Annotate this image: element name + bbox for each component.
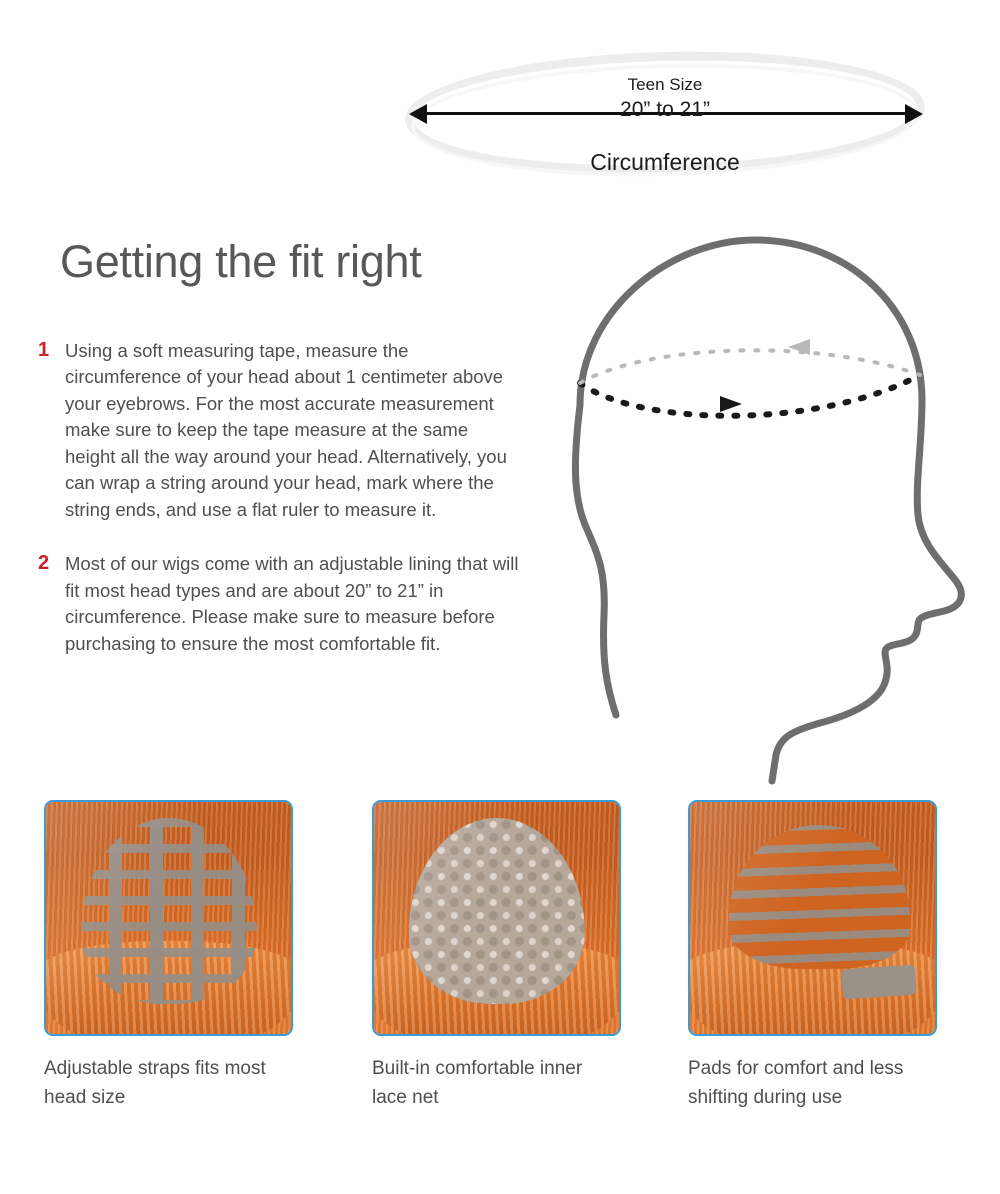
list-item	[30, 551, 520, 657]
wig-lace-net	[408, 818, 584, 1004]
wig-weft-rows	[729, 825, 910, 969]
feature-card-comfort-pads	[688, 800, 933, 1113]
wig-comfort-pad	[841, 964, 916, 999]
feature-card-inner-lace-net	[372, 800, 617, 1113]
head-outline-icon	[520, 215, 990, 785]
instruction-list	[30, 338, 520, 685]
band-size-label: Teen Size	[627, 75, 703, 94]
feature-card-row	[0, 800, 1000, 1180]
wig-cap-photo-lace	[372, 800, 621, 1036]
step-text: Using a soft measuring tape, measure the circumference of your head about 1 centimeter above your eyebrows. For the most accurate measurement make sure to keep the tape measure at the same height all the way around your head. Alternatively, you can wrap a string around your head, mark where the string ends, and use a flat ruler to measure it.	[65, 340, 507, 520]
band-size-range: 20” to 21”	[620, 98, 710, 122]
card-caption: Pads for comfort and less shifting during use	[688, 1058, 904, 1109]
step-number: 2	[38, 552, 50, 575]
step-text: Most of our wigs come with an adjustable lining that will fit most head types and are about 20” to 21” in circumference. Please make sure to measure before purchasing to ensure the most comfortable fit.	[65, 553, 519, 654]
teen-size-band-diagram	[405, 52, 925, 182]
band-circumference-label: Circumference	[590, 148, 740, 175]
head-profile-diagram	[520, 215, 990, 785]
list-item	[30, 338, 520, 523]
wig-cap-dome	[80, 818, 256, 1004]
wig-cap-photo-straps	[44, 800, 293, 1036]
page-title: Getting the fit right	[60, 236, 422, 287]
wig-cap-dome	[408, 818, 584, 1004]
wig-cap-photo-pads	[688, 800, 937, 1036]
feature-card-adjustable-straps	[44, 800, 289, 1113]
step-number: 1	[38, 339, 50, 361]
wig-cap-side-view	[729, 825, 910, 969]
wig-vertical-straps	[80, 818, 256, 1004]
card-caption: Built-in comfortable inner lace net	[372, 1058, 583, 1109]
measure-arrow-front-icon	[720, 396, 742, 412]
band-label-group	[405, 74, 925, 176]
card-caption: Adjustable straps fits most head size	[44, 1058, 266, 1109]
